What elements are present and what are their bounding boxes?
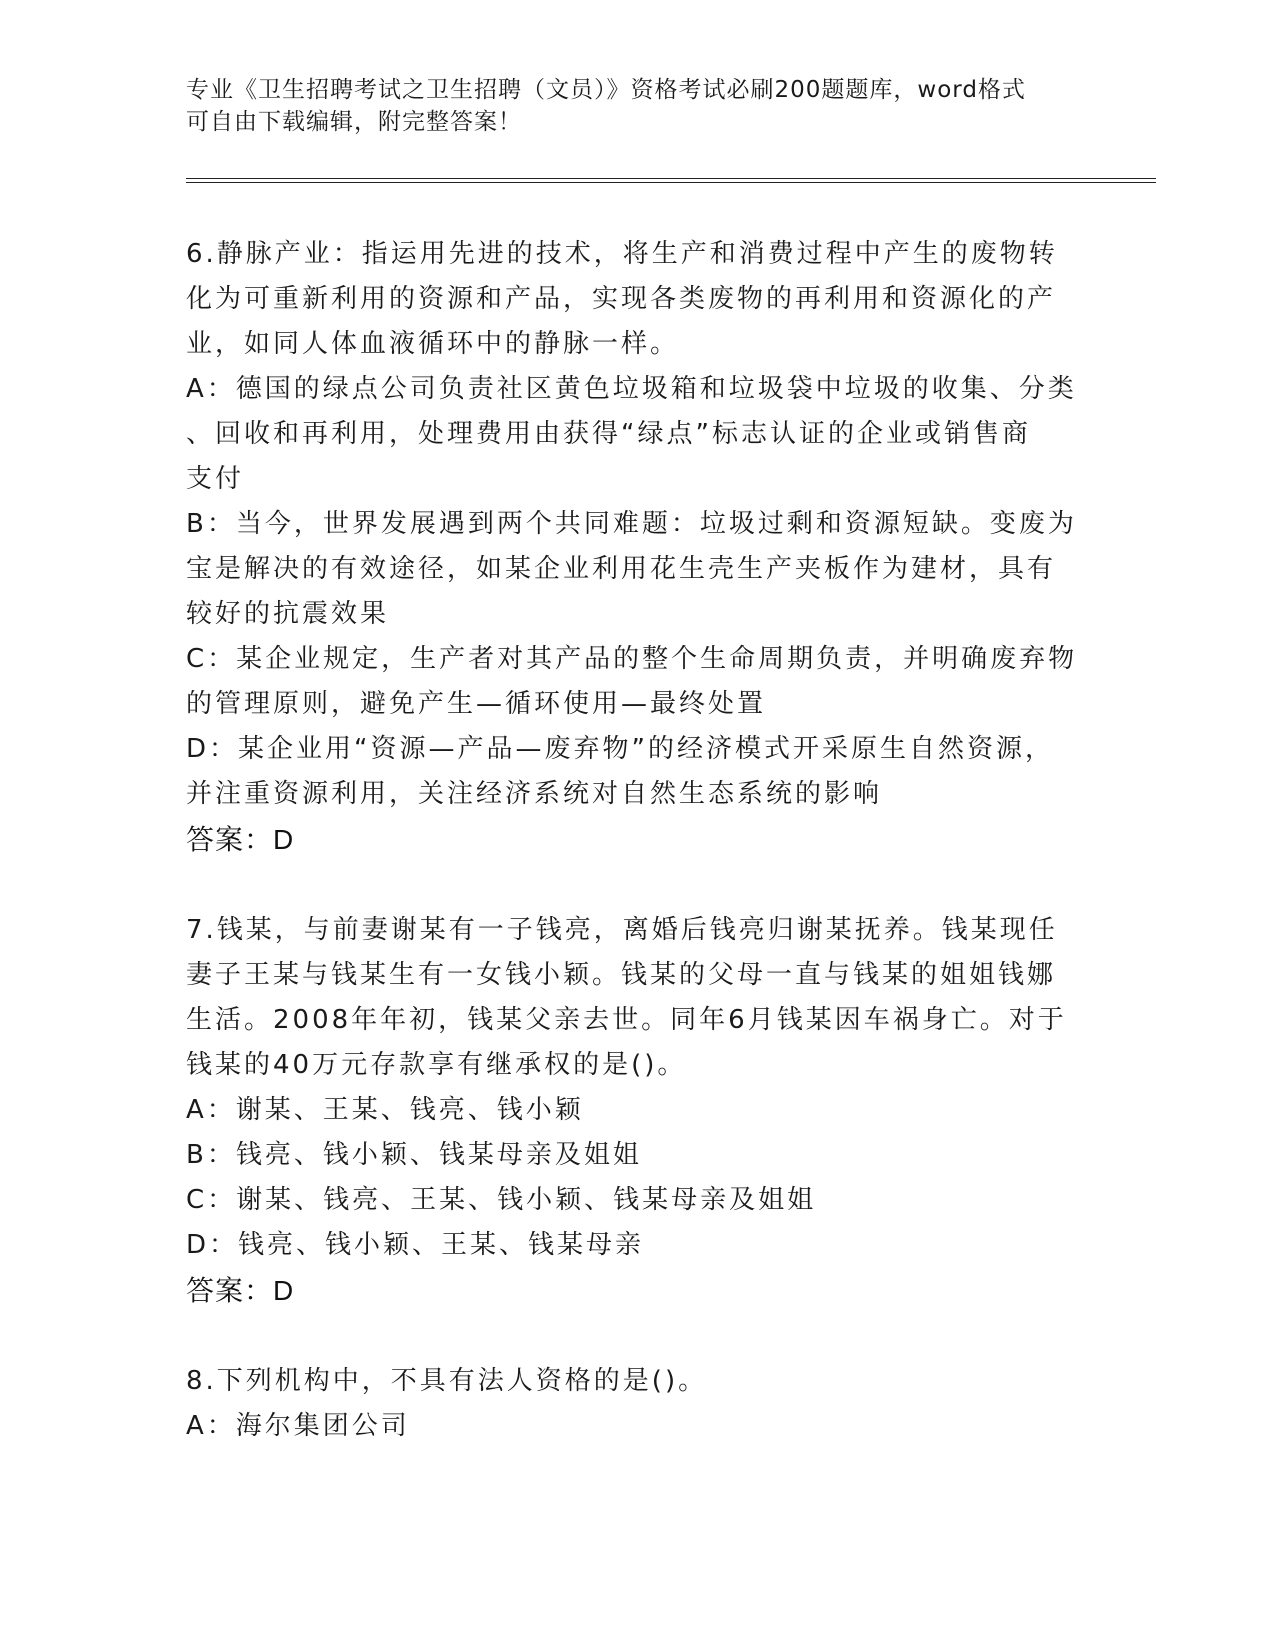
question-spacer	[186, 862, 1086, 908]
option-a	[186, 367, 1086, 502]
option-b: B：钱亮、钱小颖、钱某母亲及姐姐	[186, 1140, 642, 1170]
option-line: A：德国的绿点公司负责社区黄色垃圾箱和垃圾袋中垃圾的收集、分类	[186, 374, 1077, 404]
question-7	[186, 908, 1086, 1313]
option-line: 宝是解决的有效途径，如某企业利用花生壳生产夹板作为建材，具有	[186, 554, 1057, 584]
question-spacer	[186, 1313, 1086, 1359]
option-b	[186, 502, 1086, 637]
header-line-1: 专业《卫生招聘考试之卫生招聘（文员）》资格考试必刷200题题库，word格式	[186, 77, 1026, 103]
option-line: B：当今，世界发展遇到两个共同难题：垃圾过剩和资源短缺。变废为	[186, 509, 1077, 539]
option-a: A：谢某、王某、钱亮、钱小颖	[186, 1095, 584, 1125]
option-line: 并注重资源利用，关注经济系统对自然生态系统的影响	[186, 779, 883, 809]
question-stem-line: 化为可重新利用的资源和产品，实现各类废物的再利用和资源化的产	[186, 284, 1057, 314]
option-c: C：谢某、钱亮、王某、钱小颖、钱某母亲及姐姐	[186, 1185, 817, 1215]
question-6	[186, 232, 1086, 862]
option-line: 较好的抗震效果	[186, 599, 390, 629]
header-divider	[186, 178, 1156, 183]
option-a: A：海尔集团公司	[186, 1411, 410, 1441]
answer-label: 答案：D	[186, 1275, 295, 1306]
option-line: 支付	[186, 464, 245, 494]
option-d	[186, 727, 1086, 817]
header-line-2: 可自由下载编辑，附完整答案！	[186, 109, 522, 135]
question-stem-line: 妻子王某与钱某生有一女钱小颖。钱某的父母一直与钱某的姐姐钱娜	[186, 960, 1057, 990]
option-d: D：钱亮、钱小颖、王某、钱某母亲	[186, 1230, 645, 1260]
option-c	[186, 637, 1086, 727]
option-line: 的管理原则，避免产生—循环使用—最终处置	[186, 689, 767, 719]
question-stem-line: 6.静脉产业：指运用先进的技术，将生产和消费过程中产生的废物转	[186, 239, 1058, 269]
option-line: D：某企业用“资源—产品—废弃物”的经济模式开采原生自然资源，	[186, 734, 1054, 764]
question-list	[186, 232, 1086, 1449]
option-line: C：某企业规定，生产者对其产品的整个生命周期负责，并明确废弃物	[186, 644, 1078, 674]
answer-label: 答案：D	[186, 824, 295, 855]
question-stem-line: 业，如同人体血液循环中的静脉一样。	[186, 329, 680, 359]
question-stem-line: 生活。2008年年初，钱某父亲去世。同年6月钱某因车祸身亡。对于	[186, 1005, 1067, 1035]
question-stem-line: 7.钱某，与前妻谢某有一子钱亮，离婚后钱亮归谢某抚养。钱某现任	[186, 915, 1058, 945]
question-stem-line: 8.下列机构中，不具有法人资格的是()。	[186, 1366, 708, 1396]
document-header	[186, 74, 1066, 138]
option-line: 、回收和再利用，处理费用由获得“绿点”标志认证的企业或销售商	[186, 419, 1031, 449]
question-8	[186, 1359, 1086, 1449]
question-stem-line: 钱某的40万元存款享有继承权的是()。	[186, 1050, 687, 1080]
